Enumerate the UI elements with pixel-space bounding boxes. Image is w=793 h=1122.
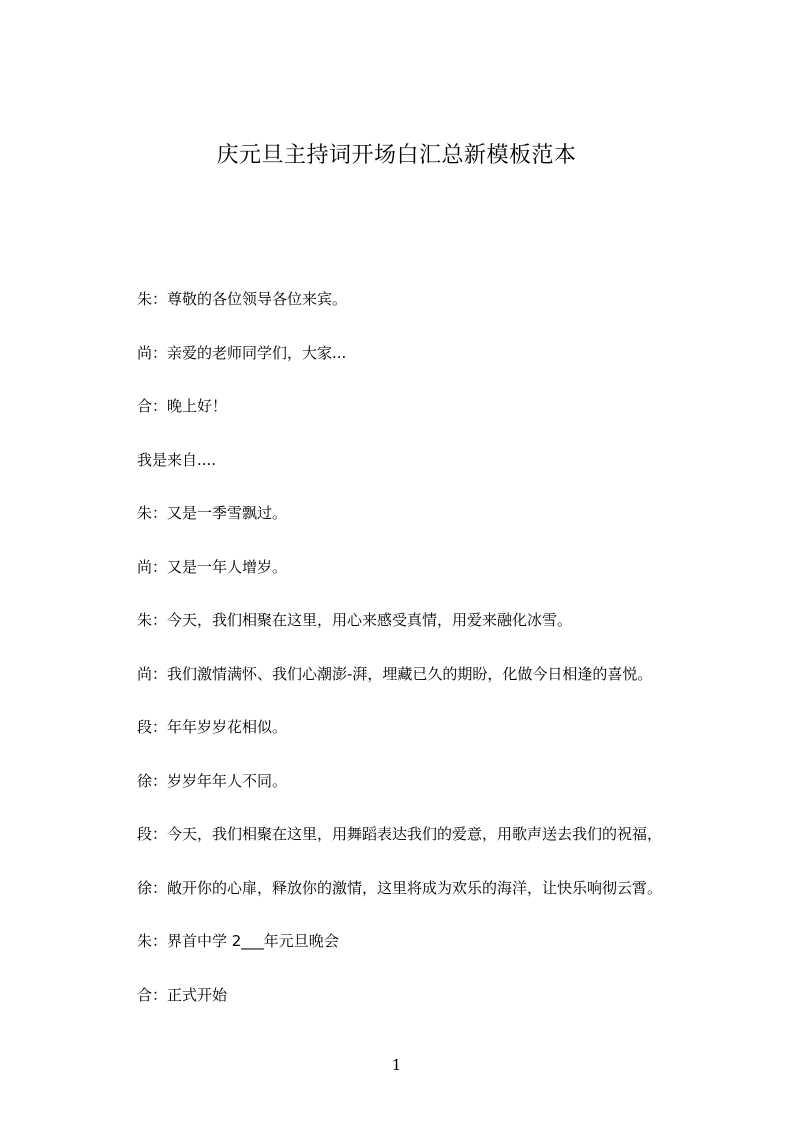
page-title: 庆元旦主持词开场白汇总新模板范本 — [216, 143, 577, 168]
script-line: 合：正式开始 — [137, 985, 228, 1004]
script-line: 朱：尊敬的各位领导各位来宾。 — [137, 290, 348, 308]
script-line: 尚：亲爱的老师同学们，大家... — [137, 343, 347, 362]
script-line: 徐：敞开你的心扉，释放你的激情，这里将成为欢乐的海洋，让快乐响彻云霄。 — [137, 878, 663, 897]
script-line: 朱：今天，我们相聚在这里，用心来感受真情，用爱来融化冰雪。 — [137, 611, 573, 629]
page-number: 1 — [391, 1056, 402, 1074]
script-line: 朱：又是一季雪飘过。 — [137, 504, 288, 522]
script-lines — [137, 287, 737, 1036]
script-line: 段：年年岁岁花相似。 — [137, 718, 288, 736]
script-line: 合：晚上好！ — [137, 397, 228, 415]
script-line: 段：今天，我们相聚在这里，用舞蹈表达我们的爱意，用歌声送去我们的祝福， — [137, 825, 663, 843]
script-line: 尚：我们激情满怀、我们心潮澎-湃，埋藏已久的期盼，化做今日相逢的喜悦。 — [137, 664, 653, 683]
script-line: 我是来自.... — [137, 450, 217, 469]
script-line: 尚：又是一年人增岁。 — [137, 557, 288, 576]
script-line: 徐：岁岁年年人不同。 — [137, 771, 288, 790]
script-line: 朱：界首中学 2___年元旦晚会 — [137, 932, 339, 950]
